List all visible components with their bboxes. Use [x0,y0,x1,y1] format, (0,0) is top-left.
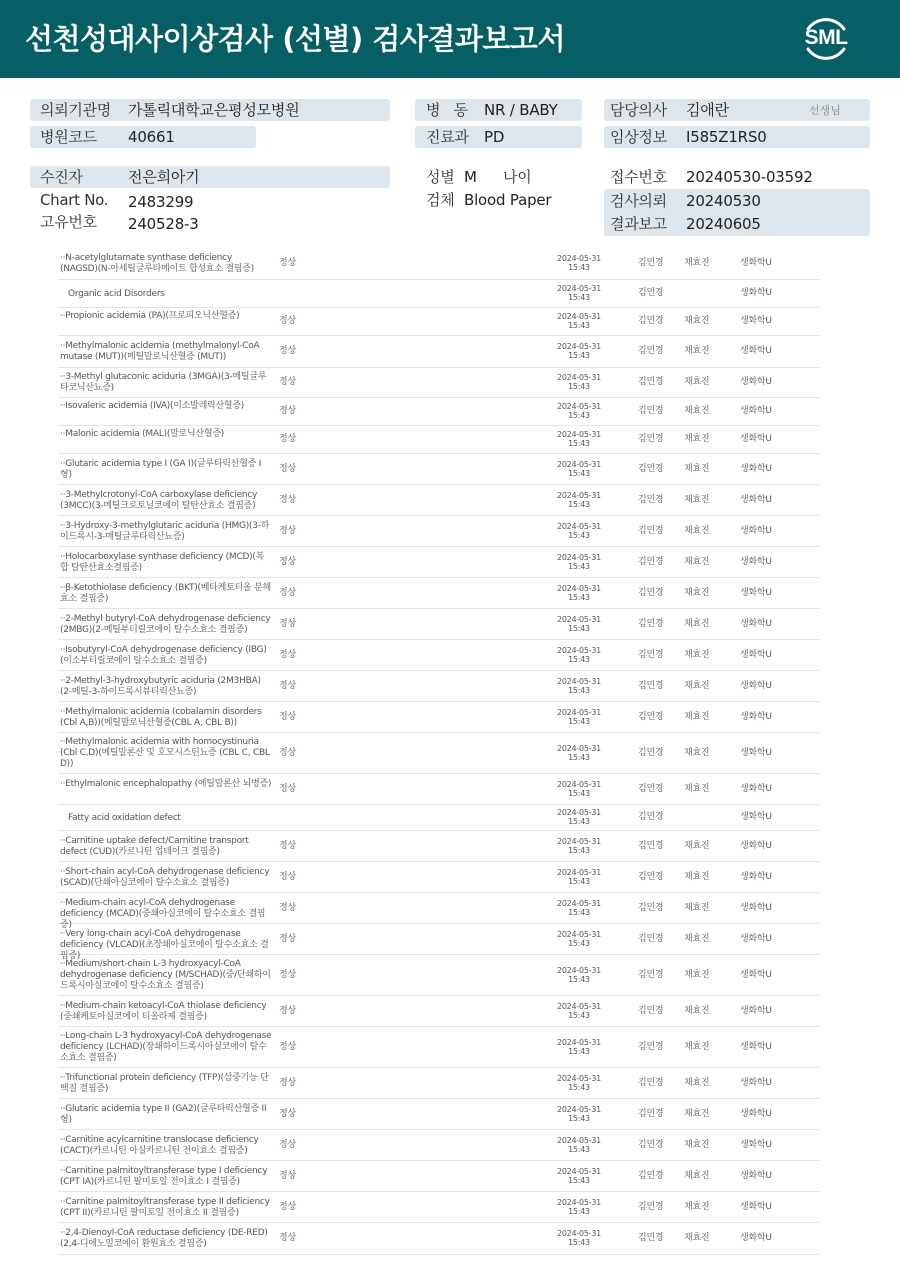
result-date: 2024-05-31 [557,744,601,753]
technician-2: 채효진 [684,1171,710,1181]
technician-2: 채효진 [684,258,710,268]
result-time: 15:43 [568,382,590,391]
test-result: 정상 [279,1140,296,1150]
technician-2: 채효진 [684,619,710,629]
table-row [58,640,820,671]
test-name: ··Short-chain acyl-CoA dehydrogenase deficiency (SCAD)(단쇄아실코에이 탈수소효소 결핍증) [60,867,270,888]
receipt-label: 접수번호 [610,168,667,186]
hospital-code-label: 병원코드 [40,128,97,146]
department: 생화학U [740,903,772,913]
department: 생화학U [740,526,772,536]
department: 생화학U [740,1202,772,1212]
table-row [58,1192,820,1223]
technician-1: 김민경 [638,872,664,882]
specimen-label: 검체 [426,191,455,209]
specimen-value: Blood Paper [464,191,552,209]
request-value: 20240530 [686,192,761,210]
technician-2: 채효진 [684,495,710,505]
result-time: 15:43 [568,562,590,571]
result-time: 15:43 [568,1114,590,1123]
department: 생화학U [740,588,772,598]
table-row [58,280,820,308]
result-time: 15:43 [568,908,590,917]
result-time: 15:43 [568,753,590,762]
technician-1: 김민경 [638,619,664,629]
result-date: 2024-05-31 [557,1038,601,1047]
table-row [58,924,820,961]
department: 생화학U [740,841,772,851]
table-row [58,1099,820,1130]
table-row [58,862,820,893]
technician-2: 채효진 [684,377,710,387]
result-time: 15:43 [568,1176,590,1185]
technician-1: 김민경 [638,934,664,944]
technician-1: 김민경 [638,377,664,387]
department: 생화학U [740,712,772,722]
table-row [58,609,820,640]
table-row [58,248,820,280]
test-name: ··Malonic acidemia (MAL)(말로닉산혈증) [60,429,225,439]
table-row [58,774,820,805]
result-date: 2024-05-31 [557,646,601,655]
technician-1: 김민경 [638,784,664,794]
technician-2: 채효진 [684,1006,710,1016]
table-row [58,398,820,426]
test-result: 정상 [279,841,296,851]
test-result: 정상 [279,934,296,944]
table-row [58,1161,820,1192]
test-name: ··Propionic acidemia (PA)(프로피오닉산혈증) [60,311,240,321]
department: 생화학U [740,872,772,882]
result-time: 15:43 [568,439,590,448]
department: 생화학U [740,495,772,505]
technician-1: 김민경 [638,1140,664,1150]
result-date: 2024-05-31 [557,708,601,717]
sml-logo [800,13,852,65]
result-date: 2024-05-31 [557,522,601,531]
technician-2: 채효진 [684,1042,710,1052]
dept-label: 진료과 [426,128,469,146]
dept-value: PD [484,128,505,146]
table-row [58,454,820,485]
result-date: 2024-05-31 [557,284,601,293]
department: 생화학U [740,288,772,298]
result-time: 15:43 [568,846,590,855]
technician-2: 채효진 [684,1202,710,1212]
test-name: ··2-Methyl butyryl-CoA dehydrogenase deficiency (2MBG)(2-메틸부티릴코에이 탈수소효소 결핍증) [60,614,271,635]
result-date: 2024-05-31 [557,780,601,789]
test-name: ··Medium-chain acyl-CoA dehydrogenase deficiency (MCAD)(중쇄아실코에이 탈수소효소 결핍증) [60,898,266,930]
test-result: 정상 [279,970,296,980]
unique-no-label: 고유번호 [40,213,97,231]
result-date: 2024-05-31 [557,491,601,500]
table-row [58,893,820,930]
test-name: ··2-Methyl-3-hydroxybutyric aciduria (2M3HBA)(2-메틸-3-하이드록시뷰티릭산뇨증) [60,676,261,697]
department: 생화학U [740,784,772,794]
test-name: ··Trifunctional protein deficiency (TFP)(삼중기능 단백질 결핍증) [60,1073,269,1094]
table-row [58,1223,820,1255]
department: 생화학U [740,406,772,416]
test-name: ··3-Methyl glutaconic aciduria (3MGA)(3-메틸글루타코닉산뇨증) [60,372,267,393]
test-result: 정상 [279,1171,296,1181]
test-result: 정상 [279,346,296,356]
technician-1: 김민경 [638,434,664,444]
table-row [58,368,820,398]
result-date: 2024-05-31 [557,677,601,686]
technician-1: 김민경 [638,464,664,474]
technician-2: 채효진 [684,650,710,660]
technician-1: 김민경 [638,557,664,567]
result-time: 15:43 [568,817,590,826]
technician-2: 채효진 [684,1109,710,1119]
result-time: 15:43 [568,263,590,272]
technician-2: 채효진 [684,784,710,794]
test-result: 정상 [279,406,296,416]
technician-1: 김민경 [638,748,664,758]
result-date: 2024-05-31 [557,1002,601,1011]
test-result: 정상 [279,1202,296,1212]
technician-1: 김민경 [638,1109,664,1119]
result-time: 15:43 [568,1145,590,1154]
doctor-suffix: 선생님 [809,104,841,117]
result-time: 15:43 [568,293,590,302]
result-time: 15:43 [568,1207,590,1216]
table-row [58,336,820,368]
result-date: 2024-05-31 [557,1136,601,1145]
result-time: 15:43 [568,975,590,984]
test-name: ··3-Hydroxy-3-methylglutaric aciduria (HMG)(3-하이드록시-3-메틸글루타릭산뇨증) [60,521,270,542]
technician-1: 김민경 [638,346,664,356]
test-result: 정상 [279,495,296,505]
result-time: 15:43 [568,1011,590,1020]
technician-2: 채효진 [684,526,710,536]
result-date: 2024-05-31 [557,1105,601,1114]
test-result: 정상 [279,903,296,913]
test-result: 정상 [279,650,296,660]
technician-2: 채효진 [684,712,710,722]
technician-1: 김민경 [638,812,664,822]
result-time: 15:43 [568,1047,590,1056]
unique-no-value: 240528-3 [128,215,199,233]
test-result: 정상 [279,784,296,794]
result-date: 2024-05-31 [557,930,601,939]
clinical-label: 임상정보 [610,128,667,146]
department: 생화학U [740,748,772,758]
table-row [58,955,820,996]
technician-2: 채효진 [684,557,710,567]
table-row [58,1130,820,1161]
doctor-label: 담당의사 [610,101,667,119]
technician-1: 김민경 [638,650,664,660]
department: 생화학U [740,1078,772,1088]
test-name: ··Carnitine uptake defect/Carnitine transport defect (CUD)(카르니틴 업테이크 결핍증) [60,836,249,857]
test-result: 정상 [279,872,296,882]
technician-2: 채효진 [684,406,710,416]
test-result: 정상 [279,434,296,444]
test-result: 정상 [279,748,296,758]
test-name: ··Isovaleric acidemia (IVA)(이소발레릭산혈증) [60,401,245,411]
report-header [0,0,900,78]
test-name: ··Carnitine palmitoyltransferase type II deficiency (CPT II)(카르니틴 팔미토일 전이효소 II 결핍증) [60,1197,270,1218]
report-date-value: 20240605 [686,215,761,233]
result-time: 15:43 [568,593,590,602]
department: 생화학U [740,970,772,980]
technician-2: 채효진 [684,1140,710,1150]
test-result: 정상 [279,588,296,598]
test-result: 정상 [279,1078,296,1088]
result-time: 15:43 [568,411,590,420]
table-row [58,426,820,454]
result-date: 2024-05-31 [557,1198,601,1207]
table-row [58,733,820,774]
technician-2: 채효진 [684,464,710,474]
result-date: 2024-05-31 [557,1167,601,1176]
hospital-code-value: 40661 [128,128,175,146]
test-result: 정상 [279,316,296,326]
test-result: 정상 [279,1042,296,1052]
doctor-value: 김애란 [686,101,729,119]
result-date: 2024-05-31 [557,312,601,321]
technician-2: 채효진 [684,1233,710,1243]
chart-no-value: 2483299 [128,193,194,211]
test-result: 정상 [279,557,296,567]
result-time: 15:43 [568,624,590,633]
result-date: 2024-05-31 [557,460,601,469]
request-label: 검사의뢰 [610,192,667,210]
test-name: ··Isobutyryl-CoA dehydrogenase deficiency (IBG)(이소부티릴코에이 탈수소효소 결핍증) [60,645,267,666]
technician-1: 김민경 [638,316,664,326]
patient-bar [30,166,390,188]
department: 생화학U [740,619,772,629]
report-title: 선천성대사이상검사 (선별) 검사결과보고서 [25,22,565,56]
result-date: 2024-05-31 [557,1229,601,1238]
test-name: Organic acid Disorders [68,289,165,299]
department: 생화학U [740,1233,772,1243]
department: 생화학U [740,1171,772,1181]
table-row [58,516,820,547]
technician-2: 채효진 [684,434,710,444]
table-row [58,671,820,702]
test-result: 정상 [279,1109,296,1119]
result-time: 15:43 [568,531,590,540]
department: 생화학U [740,1006,772,1016]
department: 생화학U [740,434,772,444]
department: 생화학U [740,650,772,660]
technician-1: 김민경 [638,1171,664,1181]
department: 생화학U [740,812,772,822]
technician-1: 김민경 [638,588,664,598]
ward-value: NR / BABY [484,101,558,119]
result-date: 2024-05-31 [557,373,601,382]
chart-no-label: Chart No. [40,191,109,209]
test-result: 정상 [279,258,296,268]
result-time: 15:43 [568,686,590,695]
table-row [58,1027,820,1068]
institution-value: 가톨릭대학교은평성모병원 [128,101,300,119]
test-name: ··Glutaric acidemia type II (GA2)(글루타릭산혈증 II형) [60,1104,267,1125]
test-name: ··Ethylmalonic encephalopathy (에틸말론산 뇌병증) [60,779,272,789]
technician-1: 김민경 [638,258,664,268]
technician-1: 김민경 [638,526,664,536]
result-date: 2024-05-31 [557,254,601,263]
test-result: 정상 [279,1233,296,1243]
table-row [58,308,820,336]
technician-2: 채효진 [684,841,710,851]
result-time: 15:43 [568,1083,590,1092]
technician-1: 김민경 [638,970,664,980]
department: 생화학U [740,316,772,326]
test-result: 정상 [279,619,296,629]
technician-1: 김민경 [638,903,664,913]
test-name: ··3-Methylcrotonyl-CoA carboxylase deficiency (3MCC)(3-메틸크로토닐코에이 탈탄산효소 결핍증) [60,490,258,511]
test-name: ··Medium-chain ketoacyl-CoA thiolase deficiency (중쇄케토아실코에이 티올라제 결핍증) [60,1001,267,1022]
technician-2: 채효진 [684,934,710,944]
technician-2: 채효진 [684,346,710,356]
receipt-value: 20240530-03592 [686,168,813,186]
technician-2: 채효진 [684,748,710,758]
department: 생화학U [740,681,772,691]
table-row [58,996,820,1027]
test-name: ··Methylmalonic acidemia with homocystinuria (Cbl C,D)(메틸말론산 및 호모시스틴뇨증 (CBL C, CBL D)) [60,737,270,769]
result-date: 2024-05-31 [557,808,601,817]
table-row [58,831,820,862]
table-row [58,805,820,831]
test-name: ··β-Ketothiolase deficiency (BKT)(베타케토티올 분해효소 결핍증) [60,583,271,604]
result-date: 2024-05-31 [557,342,601,351]
result-time: 15:43 [568,789,590,798]
technician-2: 채효진 [684,316,710,326]
test-name: ··Carnitine acylcarnitine translocase deficiency (CACT)(카르니틴 아실카르니틴 전이효소 결핍증) [60,1135,259,1156]
test-result: 정상 [279,526,296,536]
technician-2: 채효진 [684,903,710,913]
technician-2: 채효진 [684,681,710,691]
test-name: ··Medium/short-chain L-3 hydroxyacyl-CoA dehydrogenase deficiency (M/SCHAD)(중/단쇄하이드록시아실코에이 탈수소효소 결핍증) [60,959,271,991]
test-name: ··Glutaric acidemia type I (GA I)(글루타릭산혈증 I형) [60,459,262,480]
result-time: 15:43 [568,655,590,664]
result-date: 2024-05-31 [557,1074,601,1083]
test-result: 정상 [279,464,296,474]
technician-1: 김민경 [638,288,664,298]
department: 생화학U [740,1109,772,1119]
result-date: 2024-05-31 [557,553,601,562]
technician-1: 김민경 [638,406,664,416]
technician-1: 김민경 [638,1042,664,1052]
department: 생화학U [740,258,772,268]
institution-label: 의뢰기관명 [40,101,111,119]
result-date: 2024-05-31 [557,430,601,439]
technician-2: 채효진 [684,872,710,882]
result-date: 2024-05-31 [557,899,601,908]
test-name: ··Long-chain L-3 hydroxyacyl-CoA dehydrogenase deficiency (LCHAD)(장쇄하이드록시아실코에이 탈수소효소 결핍증) [60,1031,272,1063]
technician-2: 채효진 [684,1078,710,1088]
result-date: 2024-05-31 [557,868,601,877]
technician-2: 채효진 [684,588,710,598]
technician-1: 김민경 [638,712,664,722]
table-row [58,702,820,733]
department: 생화학U [740,346,772,356]
test-name: ··Very long-chain acyl-CoA dehydrogenase deficiency (VLCAD)(초장쇄아실코에이 탈수소효소 결핍증) [60,929,269,961]
test-name: ··Methylmalonic acidemia (methylmalonyl-CoA mutase (MUT))(메틸말로닉산혈증 (MUT)) [60,341,260,362]
result-date: 2024-05-31 [557,402,601,411]
technician-1: 김민경 [638,1006,664,1016]
logo-text: SML [804,26,848,49]
technician-1: 김민경 [638,1202,664,1212]
test-name: ··Holocarboxylase synthase deficiency (MCD)(복합 탈탄산효소결핍증) [60,552,265,573]
sex-value: M [464,168,477,186]
result-time: 15:43 [568,939,590,948]
result-time: 15:43 [568,351,590,360]
test-result: 정상 [279,377,296,387]
result-time: 15:43 [568,500,590,509]
test-name: Fatty acid oxidation defect [68,813,181,823]
results-table [58,248,820,1255]
result-time: 15:43 [568,469,590,478]
technician-1: 김민경 [638,841,664,851]
department: 생화학U [740,464,772,474]
table-row [58,578,820,609]
patient-value: 전은희아기 [128,168,200,186]
test-result: 정상 [279,1006,296,1016]
report-date-label: 결과보고 [610,215,667,233]
result-time: 15:43 [568,1238,590,1247]
technician-1: 김민경 [638,1078,664,1088]
test-name: ··N-acetylglutamate synthase deficiency (NAGSD)(N-아세틸글루타메이트 합성효소 결핍증) [60,253,254,274]
table-row [58,485,820,516]
patient-label: 수진자 [40,168,83,186]
ward-label: 병 동 [426,101,468,119]
result-date: 2024-05-31 [557,837,601,846]
result-time: 15:43 [568,877,590,886]
test-result: 정상 [279,712,296,722]
table-row [58,547,820,578]
result-date: 2024-05-31 [557,584,601,593]
result-time: 15:43 [568,321,590,330]
department: 생화학U [740,377,772,387]
sex-label: 성별 [426,168,455,186]
department: 생화학U [740,557,772,567]
department: 생화학U [740,934,772,944]
technician-1: 김민경 [638,1233,664,1243]
department: 생화학U [740,1042,772,1052]
result-time: 15:43 [568,717,590,726]
test-result: 정상 [279,681,296,691]
technician-1: 김민경 [638,681,664,691]
technician-2: 채효진 [684,970,710,980]
technician-1: 김민경 [638,495,664,505]
department: 생화학U [740,1140,772,1150]
result-date: 2024-05-31 [557,615,601,624]
clinical-value: I585Z1RS0 [686,128,767,146]
age-label: 나이 [503,168,532,186]
result-date: 2024-05-31 [557,966,601,975]
table-row [58,1068,820,1099]
test-name: ··Carnitine palmitoyltransferase type I deficiency (CPT IA)(카르니틴 팔미토일 전이효소 I 결핍증) [60,1166,268,1187]
test-name: ··Methylmalonic acidemia (cobalamin disorders (Cbl A,B))(메틸말로닉산혈증(CBL A, CBL B)) [60,707,262,728]
test-name: ··2,4-Dienoyl-CoA reductase deficiency (DE-RED)(2,4-디에노일코에이 환원효소 결핍증) [60,1228,268,1249]
